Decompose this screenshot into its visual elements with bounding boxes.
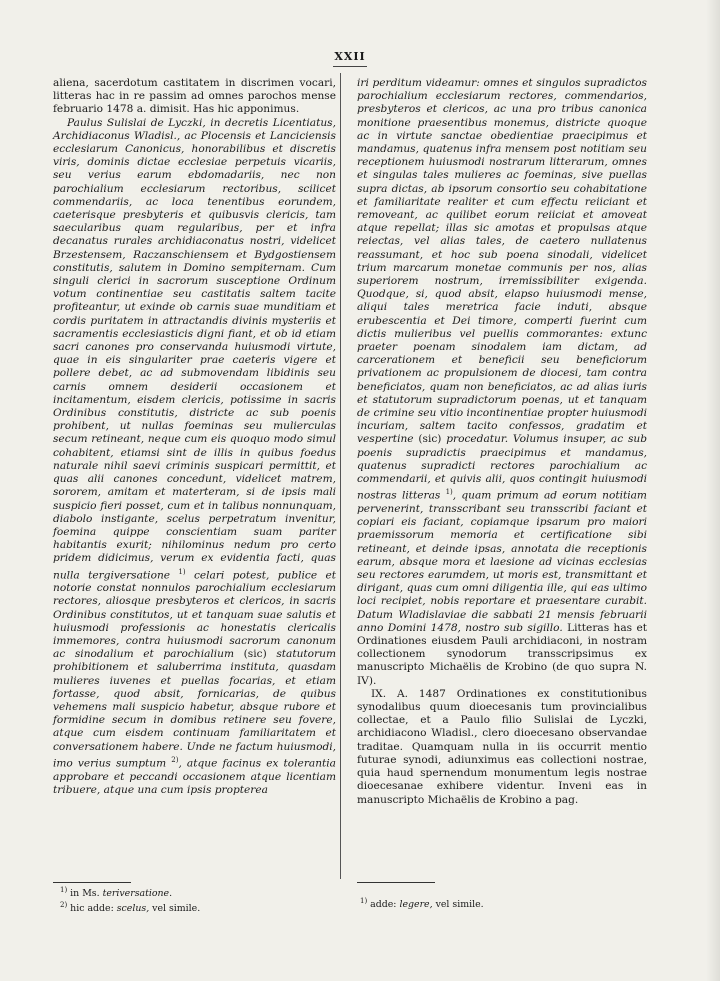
footnote [60,885,330,900]
sic-note: (sic) [418,433,442,446]
right-paragraph-letter [357,77,647,688]
right-paragraph-section-ix: IX. A. 1487 Ordinationes ex constitutionibus synodalibus quum dioecesanis tum provincialibus collectae, et a Paulo filio Sulislai de Lyczki, archidiacono Wladisl., clero dioecesano observandae traditae. Quamquam nulla in iis occurrit mentio futurae synodi, adiunximus eas collectioni nostrae, quia haud spernendum monumentum legis nostrae dioecesanae exhibere videntur. Inveni eas in manuscripto Michaëlis de Krobino a pag. [357,687,647,806]
editorial-note: Litteras has et Ordinationes eiusdem Pauli archidiaconi, in nostram collectionem synodorum transscripsimus ex manuscripto Michaëlis de Krobino (de quo supra N. IV). [357,621,647,687]
right-column [357,77,647,807]
left-paragraph-letter [53,117,336,797]
footnote-rule-left [53,882,131,883]
footnote-text: legere, [399,899,433,911]
footnote-suffix: vel simile. [435,899,484,911]
footnote-ref: 2) [171,755,179,764]
letter-text: statutorum prohibitionem et saluberrima instituta, quasdam mulieres iuvenes et puellas focarias, et etiam fortasse, quod absit, fornicarias, de quibus vehemens mali suspicio habetur, absque rubore et formidine secum in domibus retinere seu fovere, atque cum eisdem continuam familiaritatem et conversationem habere. Unde ne factum huiusmodi, imo verius sumptum [53,648,336,770]
column-divider [340,73,341,879]
footnote-rule-right [357,882,435,883]
letter-text: , quam primum ad eorum notitiam pervenerint, transscribant seu transscribi faciant et copiari eis faciant, copiamque ipsarum pro maiori praemissorum memoria et certificatione sibi retineant, et deinde ipsas, annotata die receptionis earum, absque mora et laesione ad vicinas ecclesias seu rectores earumdem, ut moris est, transmittant et dirigant, quas cum omni diligentia ille, qui eas ultimo loci recipiet, nobis reportare et praesentare curabit. Datum Wladislaviae die sabbati 21 mensis februarii anno Domini 1478, nostro sub sigillo. [357,489,647,634]
left-column [53,77,336,797]
footnotes-left [60,885,330,914]
footnote-prefix: in Ms. [70,888,100,900]
footnote [360,896,640,911]
footnote-ref: 1) [178,567,186,576]
sic-note: (sic) [243,648,267,661]
footnotes-right [360,896,640,911]
footnote-ref: 1) [445,488,453,497]
left-paragraph-intro: aliena, sacerdotum castitatem in discrimen vocari, litteras hac in re passim ad omnes parochos mense februario 1478 a. dimisit. Has hic apponimus. [53,77,336,116]
footnote-prefix: hic adde: [70,902,114,914]
letter-text: iri perditum videamur: omnes et singulos supradictos parochialium ecclesiarum rectores, commendarios, presbyteros et clericos, ac una pro tribus canonica monitione praesentibus monemus, districte quoque ac in virtute sanctae obedientiae praecipimus et mandamus, quatenus infra mensem post notitiam seu receptionem huiusmodi nostrarum litterarum, omnes et singulas tales mulieres ac foeminas, sive puellas supra dictas, ab ipsorum consortio seu cohabitatione et familiaritate realiter et cum effectu reiiciant et removeant, ac quilibet eorum reiiciat et amoveat atque repellat; illas sic amotas et propulsas atque reiectas, vel alias tales, de caetero nullatenus reassumant, et hoc sub poena sinodali, videlicet trium marcarum monetae communis per nos, alias superiorem nostrum, irremissibiliter exigenda. Quodque, si, quod absit, elapso huiusmodi mense, aliqui tales meretrica facie induti, absque erubescentia et Dei timore, comperti fuerint cum dictis mulieribus vel puellis commorantes: extunc praeter poenam sinodalem iam dictam, ad carcerationem et beneficii seu beneficiorum privationem ac propulsionem de diocesi, tam contra beneficiatos, quam non beneficiatos, ac ad alias iuris et statutorum supradictorum poenas, ut et tanquam de crimine seu vitio incontinentiae propter huiusmodi incuriam, saltem tacito confessos, gradatim et vespertine [357,77,647,446]
page-number: XXII [334,50,366,63]
footnote [60,900,330,915]
footnote-mark: 1) [60,886,68,894]
footnote-suffix: vel simile. [152,902,201,914]
page-number-ornament [333,66,367,67]
letter-text: Paulus Sulislai de Lyczki, in decretis Licentiatus, Archidiaconus Wladisl., ac Plocensis et Lanciciensis ecclesiarum Canonicus, honorabilibus et discretis viris, dominis dictae ecclesiae perpetuis vicariis, seu verius earum ebdomadariis, nec non parochialium ecclesiarum rectoribus, scilicet commendariis, ac loca tenentibus eorundem, caeterisque presbyteris et quibusvis clericis, tam saecularibus quam regularibus, per et infra decanatus rurales archidiaconatus nostri, videlicet Brzestensem, Raczanschiensem et Bydgostiensem constitutis, salutem in Domino sempiternam. Cum singuli clerici in sacrorum susceptione Ordinum votum continentiae seu castitatis saltem tacite profiteantur, ut exinde ob carnis suae munditiam et cordis puritatem in attractandis divinis mysteriis et sacramentis ecclesiasticis digni fiant, et ob id etiam sacri canones pro conservanda huiusmodi virtute, quae in eis singulariter prae caeteris vigere et pollere debet, ac ad submovendam libidinis seu carnis omnem desiderii occasionem et incitamentum, eisdem clericis, potissime in sacris Ordinibus constitutis, districte ac sub poenis prohibent, ut nullas foeminas seu mulierculas secum retineant, neque cum eis quoquo modo simul cohabitent, etiamsi sint de illis in quibus foedus naturale nihil saevi criminis suspicari permittit, et quas alii canones concedunt, videlicet matrem, sororem, amitam et materteram, si de ipsis mali suspicio fieri posset, cum et in talibus nonnunquam, diabolo instigante, scelus perpetratum invenitur, foemina quippe conscientiam suam pariter habitantis exurit; nihilominus nedum pro certo pridem didicimus, verum ex evidentia facti, quas nulla tergiversatione [53,116,336,582]
footnote-prefix: adde: [370,899,397,911]
footnote-text: teriversatione. [102,888,173,900]
footnote-text: scelus, [116,902,150,914]
footnote-mark: 1) [360,897,368,905]
letter-text: , atque facinus ex tolerantia approbare et peccandi occasionem atque licentiam tribuere, atque una cum ipsis propterea [53,757,336,796]
footnote-mark: 2) [60,900,68,909]
letter-text: procedatur. Volumus insuper, ac sub poenis supradictis praecipimus et mandamus, quatenus supradicti rectores parochialium ac commendarii, et quivis alii, quos contingit huiusmodi nostras litteras [357,433,648,502]
letter-text: celari potest, publice et notorie constat nonnulos parochialium ecclesiarum rectores, aliosque presbyteros et clericos, in sacris Ordinibus constitutos, ut et tanquam suae salutis et huiusmodi professionis ac honestatis clericalis immemores, contra huiusmodi sacrorum canonum ac sinodalium et parochialium [53,569,336,661]
scan-edge-shadow [706,0,720,981]
